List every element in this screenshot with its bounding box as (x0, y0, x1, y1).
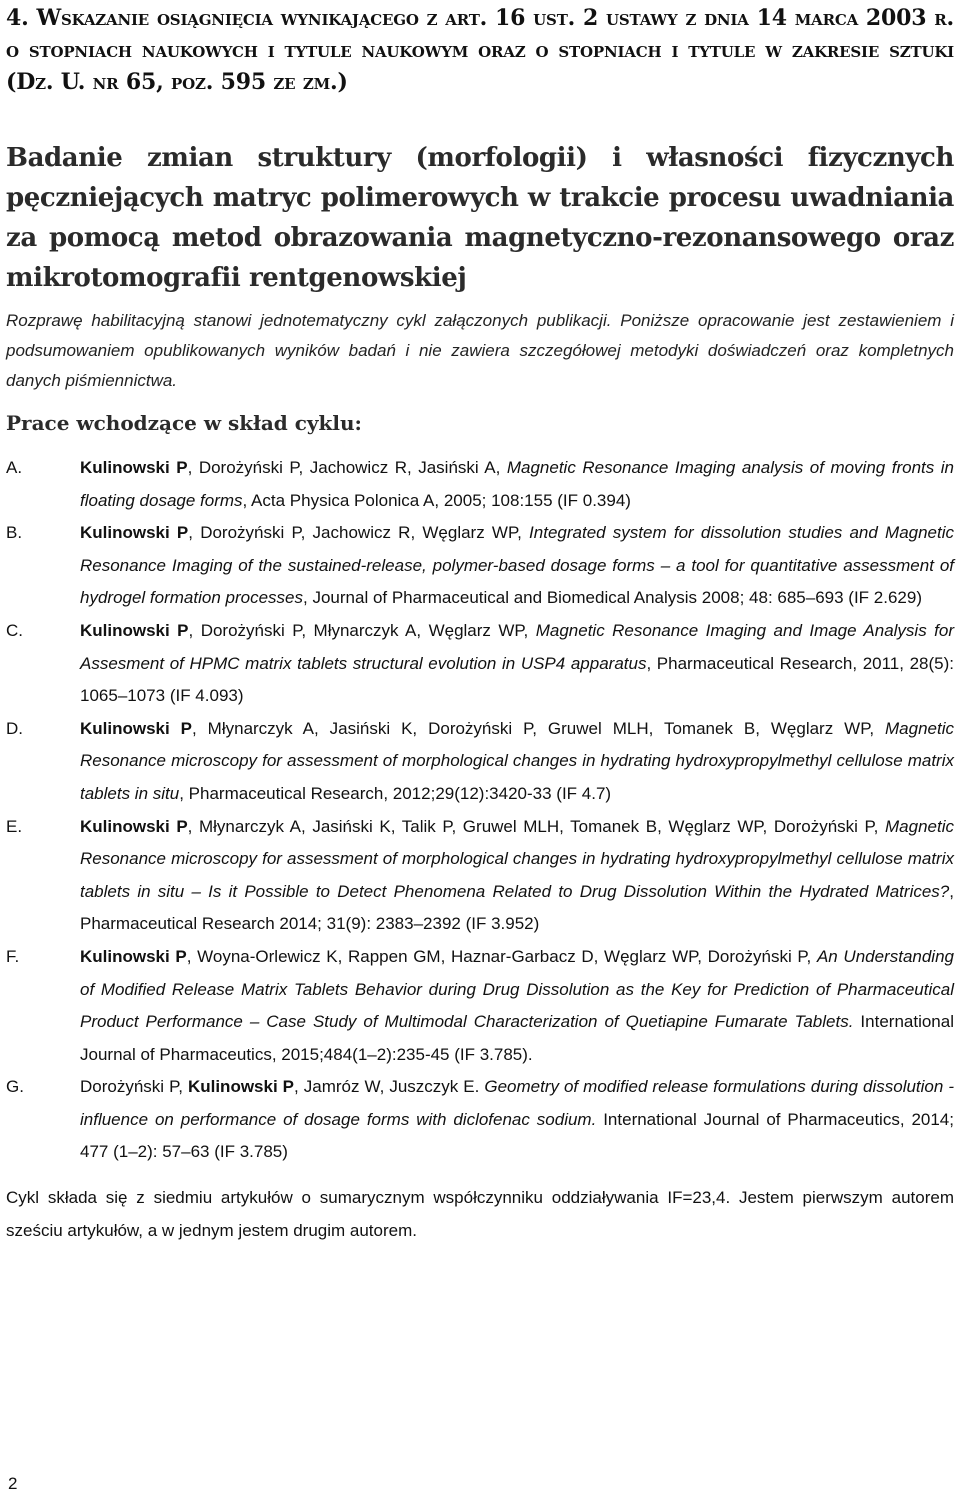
publication-letter: A. (6, 458, 23, 477)
publication-letter: F. (6, 946, 20, 966)
publication-item (6, 615, 954, 713)
cycle-heading: Prace wchodzące w skład cyklu: (6, 411, 362, 435)
intro-paragraph (6, 306, 954, 396)
publication-authors: , Dorożyński P, Młynarczyk A, Węglarz WP, (188, 620, 536, 640)
publication-letter: G. (6, 1077, 24, 1097)
publication-title: Magnetic Resonance microscopy for assessment of morphological changes in hydrating hydroxypropylmethyl cellulose matrix tablets in situ – Is it Possible to Detect Phenomena Related to Drug Dissolution Within the Hydrated Matrices? (80, 816, 954, 901)
intro-rest: Poniższe opracowanie jest zestawieniem i podsumowaniem opublikowanych wyników badań i nie zawiera szczegółowej metodyki doświadczeń oraz kompletnych danych piśmiennictwa. (6, 311, 954, 390)
publication-source: International Journal of Pharmaceutics, 2015;484(1–2):235-45 (IF 3.785). (80, 1012, 954, 1064)
publication-title: Integrated system for dissolution studies and Magnetic Resonance Imaging of the sustained-release, polymer-based dosage forms – a tool for quantitative assessment of hydrogel formation processes (80, 523, 955, 608)
summary-paragraph: Cykl składa się z siedmiu artykułów o sumarycznym współczynniku oddziaływania IF=23,4. Jestem pierwszym autorem sześciu artykułów, a w jednym jestem drugim autorem. (6, 1188, 954, 1241)
publication-source: , Journal of Pharmaceutical and Biomedical Analysis 2008; 48: 685–693 (IF 2.629) (303, 588, 922, 608)
document-page (6, 0, 954, 1247)
publication-lead-author: Kulinowski P (80, 718, 193, 738)
publication-source: , Acta Physica Polonica A, 2005; 108:155 (IF 0.394) (242, 490, 631, 510)
publication-item (6, 713, 954, 811)
publication-title: An Understanding of Modified Release Matrix Tablets Behavior during Drug Dissolution as the Key for Prediction of Pharmaceutical Product Performance – Case Study of Multimodal Characterization of Quetiapine Fumarate Tablets. (80, 946, 954, 1032)
publication-authors: , Młynarczyk A, Jasiński K, Dorożyński P, Gruwel MLH, Tomanek B, Węglarz WP, (192, 718, 886, 738)
publication-item (6, 452, 954, 517)
publication-lead-author: Kulinowski P (80, 523, 189, 543)
section-heading: 4. Wskazanie osiągnięcia wynikającego z art. 16 ust. 2 ustawy z dnia 14 marca 2003 r. o stopniach naukowych i tytule naukowym oraz o stopniach i tytule w zakresie sztuki (Dz. U. nr 65, poz. 595 ze zm.) (6, 5, 954, 95)
publication-lead-author: Kulinowski P (80, 816, 188, 836)
publication-authors: , Dorożyński P, Jachowicz R, Jasiński A, (187, 458, 507, 477)
publication-source: International Journal of Pharmaceutics, 2014; 477 (1–2): 57–63 (IF 3.785) (80, 1109, 954, 1162)
publication-letter: D. (6, 718, 23, 738)
publication-lead-author: Kulinowski P (80, 946, 187, 966)
publication-title: Magnetic Resonance Imaging analysis of moving fronts in floating dosage forms (80, 458, 955, 510)
publication-source: , Pharmaceutical Research, 2011, 28(5): 1065–1073 (IF 4.093) (80, 653, 955, 706)
page-number: 2 (8, 1474, 18, 1493)
publication-letter: B. (6, 523, 23, 543)
publication-title: Geometry of modified release formulations during dissolution - influence on performance of dosage forms with diclofenac sodium. (80, 1077, 955, 1129)
publication-item (6, 941, 954, 1071)
publication-title: Magnetic Resonance Imaging and Image Analysis for Assesment of HPMC matrix tablets structural evolution in USP4 apparatus (80, 620, 954, 673)
intro-first-sentence: Rozprawę habilitacyjną stanowi jednotematyczny cykl załączonych publikacji. (6, 311, 612, 330)
publication-letter: E. (6, 816, 23, 836)
publication-title: Magnetic Resonance microscopy for assessment of morphological changes in hydrating hydroxypropylmethyl cellulose matrix tablets in situ (80, 718, 954, 803)
publication-lead-author: Kulinowski P (80, 458, 188, 477)
publication-first-author: Dorożyński P, (80, 1077, 188, 1097)
publication-item (6, 517, 954, 615)
publication-authors: , Jamróz W, Juszczyk E. (294, 1077, 485, 1097)
publication-letter: C. (6, 620, 23, 640)
publication-list (6, 452, 954, 1169)
publication-authors: , Woyna-Orlewicz K, Rappen GM, Haznar-Garbacz D, Węglarz WP, Dorożyński P, (186, 946, 817, 966)
habilitation-title: Badanie zmian struktury (morfologii) i własności fizycznych pęczniejących matryc polimerowych w trakcie procesu uwadniania za pomocą metod obrazowania magnetyczno-rezonansowego oraz mikrotomografii rentgenowskiej (6, 143, 954, 293)
publication-source: , Pharmaceutical Research, 2012;29(12):3420-33 (IF 4.7) (179, 783, 612, 803)
publication-authors: , Dorożyński P, Jachowicz R, Węglarz WP, (188, 523, 530, 543)
publication-authors: , Młynarczyk A, Jasiński K, Talik P, Gruwel MLH, Tomanek B, Węglarz WP, Dorożyński P, (187, 816, 886, 836)
publication-lead-author: Kulinowski P (80, 620, 189, 640)
publication-lead-author: Kulinowski P (187, 1077, 295, 1097)
publication-item (6, 1071, 954, 1169)
publication-item (6, 811, 954, 941)
publication-source: , Pharmaceutical Research 2014; 31(9): 2383–2392 (IF 3.952) (80, 881, 954, 934)
